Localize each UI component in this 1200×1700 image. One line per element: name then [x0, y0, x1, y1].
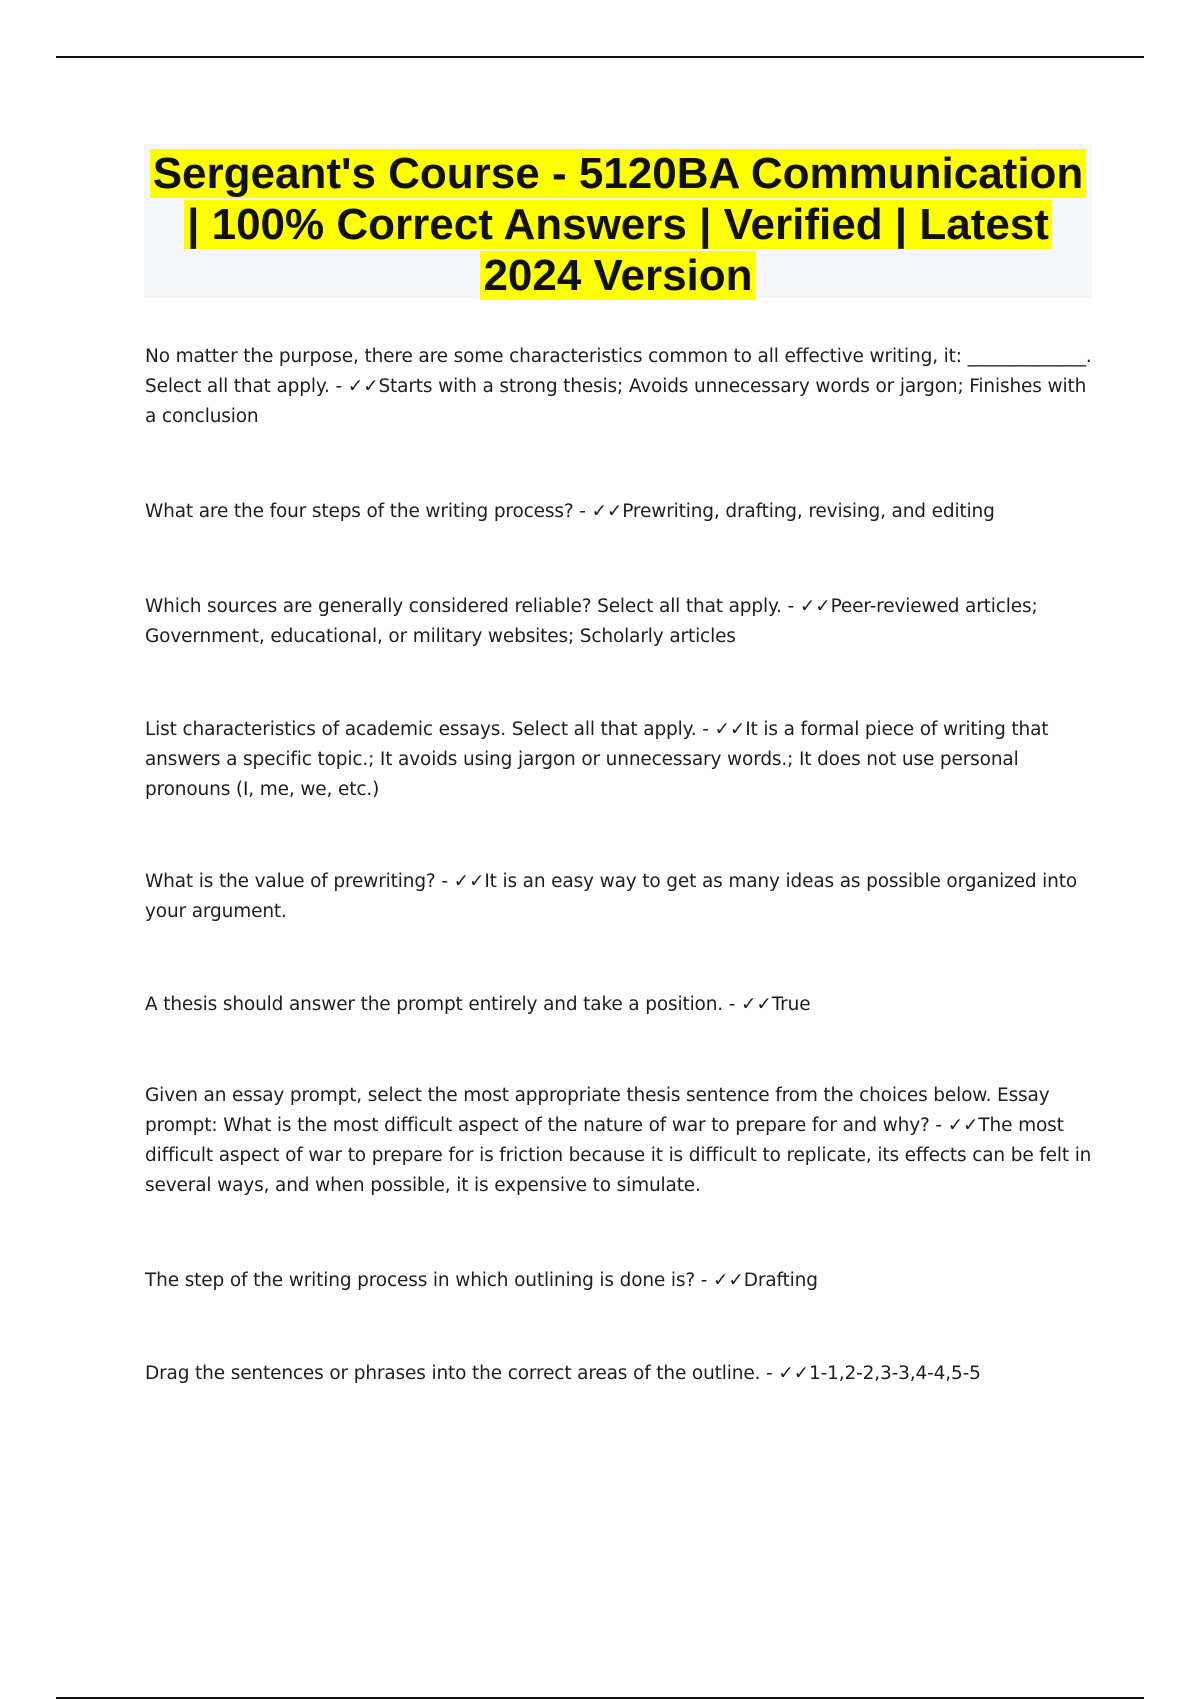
title-block: [144, 144, 1092, 298]
separator: -: [329, 376, 348, 397]
question-text: Given an essay prompt, select the most appropriate thesis sentence from the choices below. Essay prompt: What is the most difficult aspect of the nature of war to prepare for and why?: [145, 1085, 1050, 1136]
check-mark-icon: ✓✓: [778, 1363, 809, 1384]
separator: -: [723, 994, 742, 1015]
separator: -: [695, 1270, 714, 1291]
answer-text: Peer-reviewed articles; Government, educational, or military websites; Scholarly articles: [145, 596, 1038, 647]
qa-item-5: [145, 867, 1095, 927]
answer-text: Starts with a strong thesis; Avoids unnecessary words or jargon; Finishes with a conclusion: [145, 376, 1087, 427]
answer-text: 1-1,2-2,3-3,4-4,5-5: [809, 1363, 981, 1384]
question-text: What is the value of prewriting?: [145, 871, 436, 892]
question-text: Which sources are generally considered reliable? Select all that apply.: [145, 596, 782, 617]
check-mark-icon: ✓✓: [714, 719, 746, 740]
document-title: Sergeant's Course - 5120BA Communication | 100% Correct Answers | Verified | Latest 2024 Version: [150, 149, 1087, 300]
question-text: The step of the writing process in which outlining is done is?: [145, 1270, 696, 1291]
question-text: List characteristics of academic essays. Select all that apply.: [145, 719, 697, 740]
bottom-rule: [56, 1697, 1144, 1699]
qa-item-6: [145, 990, 1095, 1020]
qa-item-8: [145, 1266, 1095, 1296]
check-mark-icon: ✓✓: [591, 501, 623, 522]
question-text: A thesis should answer the prompt entirely and take a position.: [145, 994, 724, 1015]
top-rule: [56, 56, 1144, 58]
answer-text: It is an easy way to get as many ideas as possible organized into your argument.: [145, 871, 1078, 922]
answer-text: True: [771, 994, 811, 1015]
question-text: What are the four steps of the writing process?: [145, 501, 574, 522]
answer-text: Prewriting, drafting, revising, and editing: [622, 501, 995, 522]
separator: -: [929, 1115, 948, 1136]
answer-text: Drafting: [743, 1270, 818, 1291]
qa-item-4: [145, 715, 1095, 805]
qa-item-9: [145, 1359, 1095, 1389]
answer-text: The most difficult aspect of war to prepare for is friction because it is difficult to replicate, its effects can be felt in several ways, and when possible, it is expensive to simulate.: [145, 1115, 1092, 1196]
separator: -: [435, 871, 454, 892]
check-mark-icon: ✓✓: [453, 871, 485, 892]
qa-item-1: [145, 342, 1095, 432]
separator: -: [696, 719, 715, 740]
separator: -: [573, 501, 592, 522]
question-text: Drag the sentences or phrases into the correct areas of the outline.: [145, 1363, 761, 1384]
check-mark-icon: ✓✓: [713, 1270, 744, 1291]
qa-item-2: [145, 497, 1095, 527]
check-mark-icon: ✓✓: [741, 994, 772, 1015]
check-mark-icon: ✓✓: [799, 596, 831, 617]
qa-item-3: [145, 592, 1095, 652]
question-text: No matter the purpose, there are some characteristics common to all effective writing, it: _____________. Select all that apply.: [145, 346, 1092, 397]
check-mark-icon: ✓✓: [347, 376, 379, 397]
qa-item-7: [145, 1081, 1095, 1201]
separator: -: [781, 596, 800, 617]
separator: -: [760, 1363, 779, 1384]
answer-text: It is a formal piece of writing that answers a specific topic.; It avoids using jargon or unnecessary words.; It does not use personal pronouns (I, me, we, etc.): [145, 719, 1049, 800]
check-mark-icon: ✓✓: [947, 1115, 979, 1136]
